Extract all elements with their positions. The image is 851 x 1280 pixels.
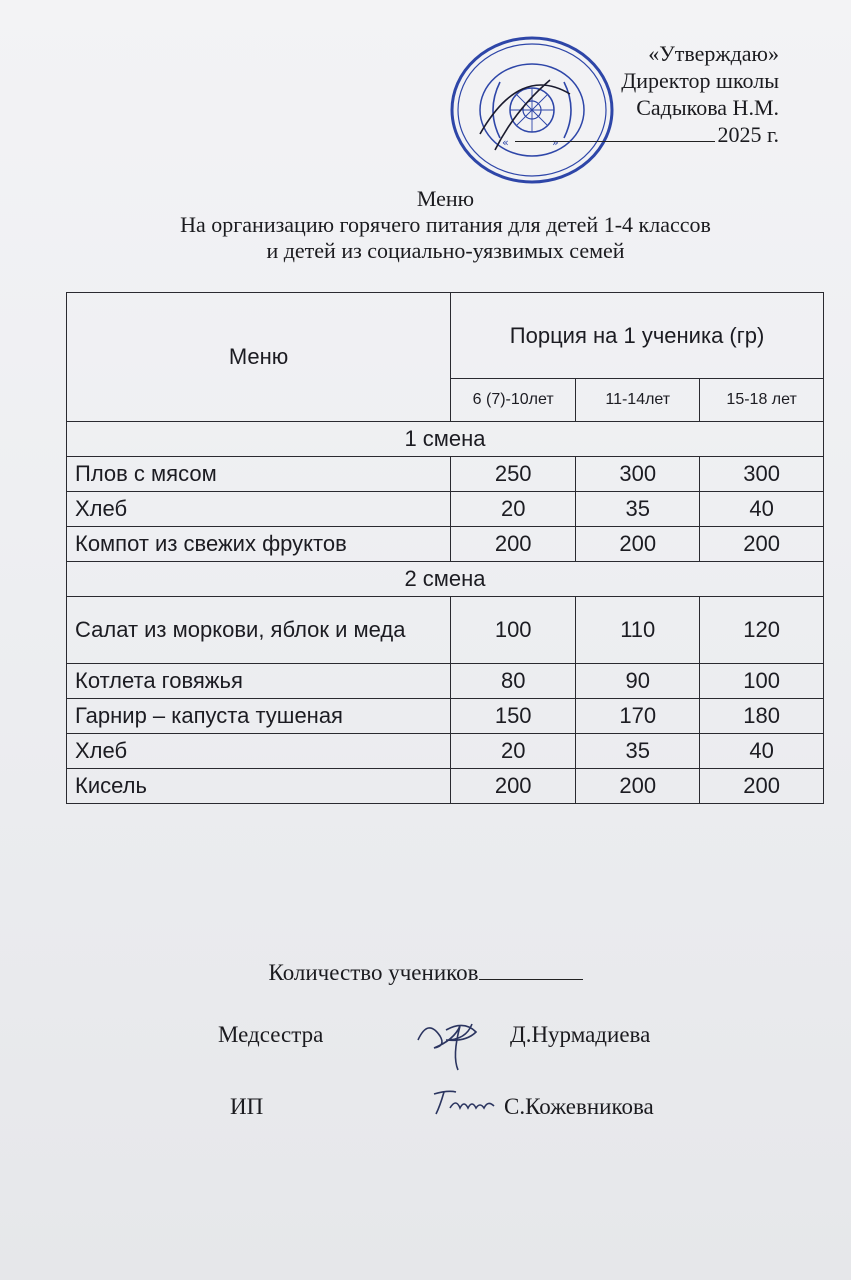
portion-value: 200 <box>576 769 700 804</box>
dish-name: Котлета говяжья <box>67 664 451 699</box>
portion-value: 200 <box>451 769 576 804</box>
ip-signature <box>430 1086 510 1126</box>
portion-value: 35 <box>576 734 700 769</box>
table-row <box>67 734 824 769</box>
header-age-group: 6 (7)-10лет <box>451 379 576 422</box>
director-name: Садыкова Н.М. <box>636 95 779 120</box>
portion-value: 80 <box>451 664 576 699</box>
portion-value: 20 <box>451 734 576 769</box>
portion-value: 20 <box>451 492 576 527</box>
shift-2-label: 2 смена <box>67 562 824 597</box>
approval-year: 2025 г. <box>717 122 779 147</box>
header-age-group: 15-18 лет <box>700 379 824 422</box>
student-count-label: Количество учеников <box>268 960 479 985</box>
table-row <box>67 492 824 527</box>
portion-value: 200 <box>700 769 824 804</box>
header-age-group: 11-14лет <box>576 379 700 422</box>
date-blank-line <box>515 123 715 142</box>
dish-name: Кисель <box>67 769 451 804</box>
portion-value: 300 <box>700 457 824 492</box>
svg-text:«: « <box>502 136 509 149</box>
header-menu: Меню <box>67 293 451 422</box>
portion-value: 40 <box>700 734 824 769</box>
shift-1-label: 1 смена <box>67 422 824 457</box>
student-count <box>0 960 851 986</box>
ip-signature-row <box>0 1094 851 1134</box>
dish-name: Гарнир – капуста тушеная <box>67 699 451 734</box>
table-row <box>67 769 824 804</box>
title-line-3: и детей из социально-уязвимых семей <box>266 238 625 263</box>
portion-value: 200 <box>576 527 700 562</box>
approval-block <box>515 40 779 148</box>
portion-value: 90 <box>576 664 700 699</box>
nurse-signature <box>410 1010 490 1072</box>
table-row <box>67 597 824 664</box>
portion-value: 110 <box>576 597 700 664</box>
portion-value: 200 <box>451 527 576 562</box>
ip-label: ИП <box>230 1094 264 1119</box>
approve-label: «Утверждаю» <box>648 41 779 66</box>
portion-value: 180 <box>700 699 824 734</box>
dish-name: Компот из свежих фруктов <box>67 527 451 562</box>
portion-value: 170 <box>576 699 700 734</box>
table-row <box>67 527 824 562</box>
svg-text:»: » <box>552 136 559 149</box>
dish-name: Хлеб <box>67 734 451 769</box>
nurse-signature-row <box>0 1022 851 1062</box>
director-position: Директор школы <box>621 68 779 93</box>
portion-value: 300 <box>576 457 700 492</box>
table-row <box>67 699 824 734</box>
title-line-1: Меню <box>416 186 475 211</box>
portion-value: 40 <box>700 492 824 527</box>
ip-name: С.Кожевникова <box>504 1094 654 1119</box>
portion-value: 100 <box>700 664 824 699</box>
portion-value: 250 <box>451 457 576 492</box>
table-row <box>67 664 824 699</box>
dish-name: Хлеб <box>67 492 451 527</box>
portion-value: 150 <box>451 699 576 734</box>
portion-value: 120 <box>700 597 824 664</box>
dish-name: Плов с мясом <box>67 457 451 492</box>
header-portion: Порция на 1 ученика (гр) <box>451 293 824 379</box>
nurse-name: Д.Нурмадиева <box>510 1022 651 1047</box>
menu-table <box>66 292 824 804</box>
document-title <box>0 186 851 264</box>
title-line-2: На организацию горячего питания для детей 1-4 классов <box>180 212 711 237</box>
portion-value: 100 <box>451 597 576 664</box>
portion-value: 200 <box>700 527 824 562</box>
student-count-blank <box>479 961 583 980</box>
nurse-label: Медсестра <box>218 1022 324 1047</box>
table-row <box>67 457 824 492</box>
dish-name: Салат из моркови, яблок и меда <box>67 597 451 664</box>
portion-value: 35 <box>576 492 700 527</box>
